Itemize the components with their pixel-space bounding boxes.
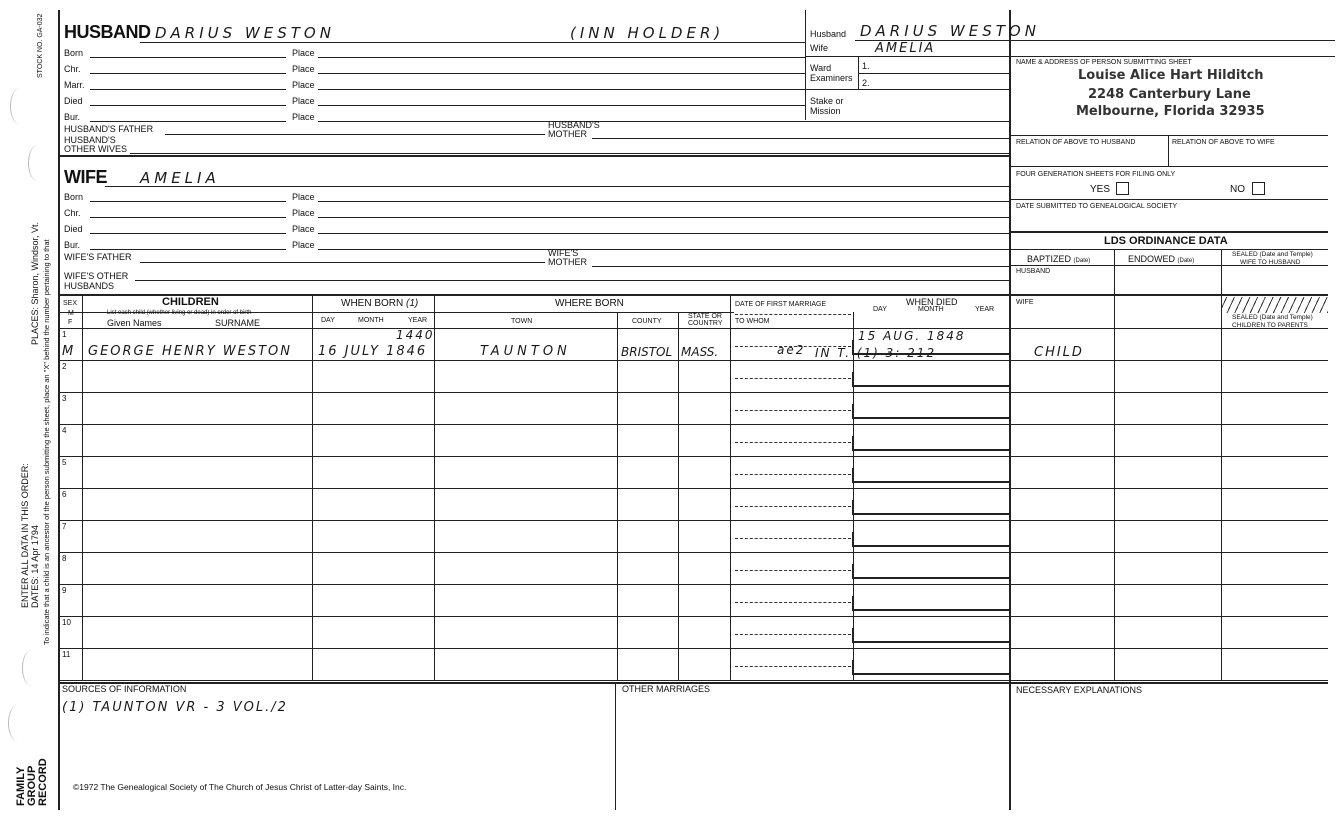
family-group-record: FAMILY GROUP RECORD — [15, 758, 49, 806]
stake-label-2: Mission — [810, 106, 841, 116]
sealed-child-label-2: CHILDREN TO PARENTS — [1232, 322, 1308, 329]
child-row-number: 2 — [62, 362, 67, 371]
husband-chr-place-label: Place — [292, 64, 315, 74]
explanations-label: NECESSARY EXPLANATIONS — [1016, 685, 1143, 695]
child-1-to-whom: IN T. (1) 3: 212 — [815, 346, 937, 360]
table-row — [58, 488, 1328, 489]
child-1-name: GEORGE HENRY WESTON — [88, 344, 293, 359]
child-1-state: MASS. — [681, 345, 719, 359]
table-row — [58, 360, 1328, 361]
died-bracket — [852, 564, 854, 578]
given-names-label: Given Names — [107, 318, 162, 328]
submitter-street: 2248 Canterbury Lane — [1088, 87, 1251, 102]
lds-title: LDS ORDINANCE DATA — [1104, 235, 1228, 247]
husband-other-wives-label-1: HUSBAND'S — [64, 135, 116, 145]
four-gen-label: FOUR GENERATION SHEETS FOR FILING ONLY — [1016, 171, 1176, 178]
husband-born-label: Born — [64, 48, 84, 58]
sealed-wife-label-1: SEALED (Date and Temple) — [1232, 251, 1313, 258]
husband-died-label: Died — [64, 96, 83, 106]
child-row-number: 6 — [62, 490, 67, 499]
table-row — [58, 584, 1328, 585]
lds-wife-row: WIFE — [1016, 299, 1034, 306]
when-born-label: WHEN BORN (1) — [341, 298, 419, 309]
wife-died-place-label: Place — [292, 224, 315, 234]
child-1-died: 15 AUG. 1848 — [858, 329, 966, 343]
date-submitted-label: DATE SUBMITTED TO GENEALOGICAL SOCIETY — [1016, 203, 1178, 210]
yes-label: YES — [1090, 184, 1111, 195]
sex-m-label: M — [68, 310, 74, 317]
tr-wife-value: AMELIA — [875, 41, 936, 56]
husband-bur-place-label: Place — [292, 112, 315, 122]
where-born-label: WHERE BORN — [555, 298, 624, 309]
died-underline — [852, 513, 1010, 515]
child-1-born-note: 1440 — [396, 328, 435, 342]
husband-heading: HUSBAND — [64, 22, 151, 42]
husband-died-place-label: Place — [292, 96, 315, 106]
wife-died-label: Died — [64, 224, 83, 234]
relation-wife-label: RELATION OF ABOVE TO WIFE — [1172, 139, 1275, 146]
husband-bur-label: Bur. — [64, 112, 81, 122]
died-underline — [852, 577, 1010, 579]
submitter-city: Melbourne, Florida 32935 — [1076, 104, 1265, 119]
sealed-wife-label-2: WIFE TO HUSBAND — [1240, 259, 1301, 266]
wife-other-husbands-label-1: WIFE'S OTHER — [64, 271, 129, 281]
examiner-1: 1. — [862, 61, 870, 71]
wife-other-husbands-label-2: HUSBANDS — [64, 281, 115, 291]
died-underline — [852, 481, 1010, 483]
table-row — [58, 648, 1328, 649]
marriage-divider — [735, 506, 851, 507]
died-bracket — [852, 596, 854, 610]
wife-chr-place-label: Place — [292, 208, 315, 218]
baptized-label: BAPTIZED (Date) — [1027, 254, 1091, 264]
dates-instruction-1: ENTER ALL DATA IN THIS ORDER: — [20, 463, 30, 608]
died-underline — [852, 641, 1010, 643]
marriage-divider — [735, 442, 851, 443]
died-underline — [852, 449, 1010, 451]
child-1-born: 16 JULY 1846 — [318, 344, 428, 359]
table-row — [58, 456, 1328, 457]
wife-mother-label-2: MOTHER — [548, 257, 587, 267]
binder-hole — [22, 650, 41, 686]
husband-occupation: (INN HOLDER) — [570, 24, 725, 42]
other-marriages-label: OTHER MARRIAGES — [622, 684, 711, 694]
surname-label: SURNAME — [215, 318, 261, 328]
stock-number: STOCK NO. GA-032 — [37, 13, 44, 78]
died-underline — [852, 385, 1010, 387]
husband-born-place-label: Place — [292, 48, 315, 58]
child-row-number: 9 — [62, 586, 67, 595]
husband-name: DARIUS WESTON — [155, 24, 335, 42]
state-label-1: STATE OR — [688, 313, 722, 320]
husband-other-wives-label-2: OTHER WIVES — [64, 144, 128, 154]
died-bracket — [852, 404, 854, 418]
marriage-divider — [735, 634, 851, 635]
county-label: COUNTY — [632, 318, 662, 325]
husband-marr-label: Marr. — [64, 80, 85, 90]
sources-value: (1) TAUNTON VR - 3 VOL./2 — [62, 700, 288, 715]
when-died-label: WHEN DIED — [906, 297, 958, 307]
husband-name-line — [140, 42, 805, 43]
sex-label: SEX — [63, 300, 78, 307]
marriage-divider — [735, 666, 851, 667]
born-month-label: MONTH — [358, 317, 384, 324]
child-row-number: 10 — [62, 618, 71, 627]
first-marriage-label: DATE OF FIRST MARRIAGE — [735, 301, 827, 308]
yes-checkbox[interactable] — [1116, 182, 1129, 195]
died-bracket — [852, 628, 854, 642]
marriage-divider — [735, 538, 851, 539]
child-row-number: 7 — [62, 522, 67, 531]
left-border — [58, 10, 60, 810]
wife-bur-label: Bur. — [64, 240, 81, 250]
marriage-divider — [735, 474, 851, 475]
husband-marr-place-label: Place — [292, 80, 315, 90]
child-1-baptized: CHILD — [1034, 345, 1084, 360]
child-row-number: 3 — [62, 394, 67, 403]
husband-mother-label-2: MOTHER — [548, 129, 587, 139]
child-1-sex: M — [62, 344, 76, 359]
wife-chr-label: Chr. — [64, 208, 81, 218]
no-label: NO — [1230, 184, 1245, 195]
died-bracket — [852, 500, 854, 514]
stake-label-1: Stake or — [810, 96, 844, 106]
table-row — [58, 520, 1328, 521]
wife-bur-place-label: Place — [292, 240, 315, 250]
lds-husband-row: HUSBAND — [1016, 268, 1051, 275]
child-1-marriage: ae2 — [777, 343, 806, 357]
husband-mother-label-1: HUSBAND'S — [548, 120, 600, 130]
examiner-2: 2. — [862, 78, 870, 88]
died-underline — [852, 417, 1010, 419]
died-bracket — [852, 468, 854, 482]
children-heading: CHILDREN — [162, 296, 219, 308]
endowed-label: ENDOWED (Date) — [1128, 254, 1195, 264]
wife-born-label: Born — [64, 192, 84, 202]
husband-section-bottom — [58, 155, 1010, 157]
born-year-label: YEAR — [408, 317, 428, 324]
marriage-divider — [735, 378, 851, 379]
tr-wife-label: Wife — [810, 43, 828, 53]
sources-label: SOURCES OF INFORMATION — [62, 684, 187, 694]
child-1-town: TAUNTON — [480, 344, 571, 359]
sex-f-label: F — [68, 319, 73, 326]
table-row — [58, 552, 1328, 553]
town-label: TOWN — [511, 318, 533, 325]
tr-husband-value: DARIUS WESTON — [860, 22, 1040, 40]
dates-instruction-2: DATES: 14 Apr 1794 — [30, 525, 40, 608]
binder-hole — [10, 88, 29, 124]
sealed-hatch — [1222, 297, 1328, 313]
marriage-divider — [735, 410, 851, 411]
relation-husband-label: RELATION OF ABOVE TO HUSBAND — [1016, 139, 1136, 146]
binder-hole — [28, 145, 47, 181]
died-bracket — [852, 436, 854, 450]
tr-husband-label: Husband — [810, 29, 847, 39]
copyright: ©1972 The Genealogical Society of The Church of Jesus Christ of Latter-day Saints, Inc. — [73, 782, 407, 792]
wife-mother-label-1: WIFE'S — [548, 248, 579, 258]
marriage-divider — [735, 602, 851, 603]
wife-father-label: WIFE'S FATHER — [64, 252, 132, 262]
top-divider — [805, 10, 806, 120]
ancestor-note: To indicate that a child is an ancestor of the person submitting the sheet, place an "X" behind the number pertaining to that — [42, 239, 51, 645]
table-row — [58, 616, 1328, 617]
wife-name: AMELIA — [140, 169, 220, 187]
died-bracket — [852, 660, 854, 674]
child-row-number: 11 — [62, 650, 71, 659]
sealed-child-label-1: SEALED (Date and Temple) — [1232, 314, 1313, 321]
wife-born-place-label: Place — [292, 192, 315, 202]
died-underline — [852, 609, 1010, 611]
child-row-number: 4 — [62, 426, 67, 435]
child-1-county: BRISTOL — [621, 345, 673, 359]
places-instruction: PLACES: Sharon, Windsor, Vt. — [30, 221, 40, 345]
died-year-label: YEAR — [975, 306, 995, 313]
child-row-number: 8 — [62, 554, 67, 563]
died-month-label: MONTH — [918, 306, 944, 313]
state-label-2: COUNTRY — [688, 320, 723, 327]
died-bracket — [852, 532, 854, 546]
submitter-name: Louise Alice Hart Hilditch — [1078, 68, 1264, 83]
child-row-number: 1 — [62, 330, 67, 339]
wife-heading: WIFE — [64, 167, 107, 187]
table-row — [58, 680, 1328, 681]
husband-chr-label: Chr. — [64, 64, 81, 74]
husband-father-label: HUSBAND'S FATHER — [64, 124, 154, 134]
born-day-label: DAY — [321, 317, 335, 324]
died-bracket — [852, 372, 854, 386]
marriage-divider — [735, 570, 851, 571]
ward-label: Ward — [810, 63, 832, 73]
died-underline — [852, 673, 1010, 675]
died-day-label: DAY — [873, 306, 887, 313]
no-checkbox[interactable] — [1252, 182, 1265, 195]
submitter-label: NAME & ADDRESS OF PERSON SUBMITTING SHEET — [1016, 59, 1192, 66]
center-divider — [1009, 10, 1011, 810]
examiners-label: Examiners — [810, 73, 853, 83]
to-whom-label: TO WHOM — [735, 318, 770, 325]
children-list-note: List each child (whether living or dead) in order of birth — [107, 310, 252, 316]
table-row — [58, 392, 1328, 393]
child-row-number: 5 — [62, 458, 67, 467]
table-row — [58, 424, 1328, 425]
died-underline — [852, 545, 1010, 547]
